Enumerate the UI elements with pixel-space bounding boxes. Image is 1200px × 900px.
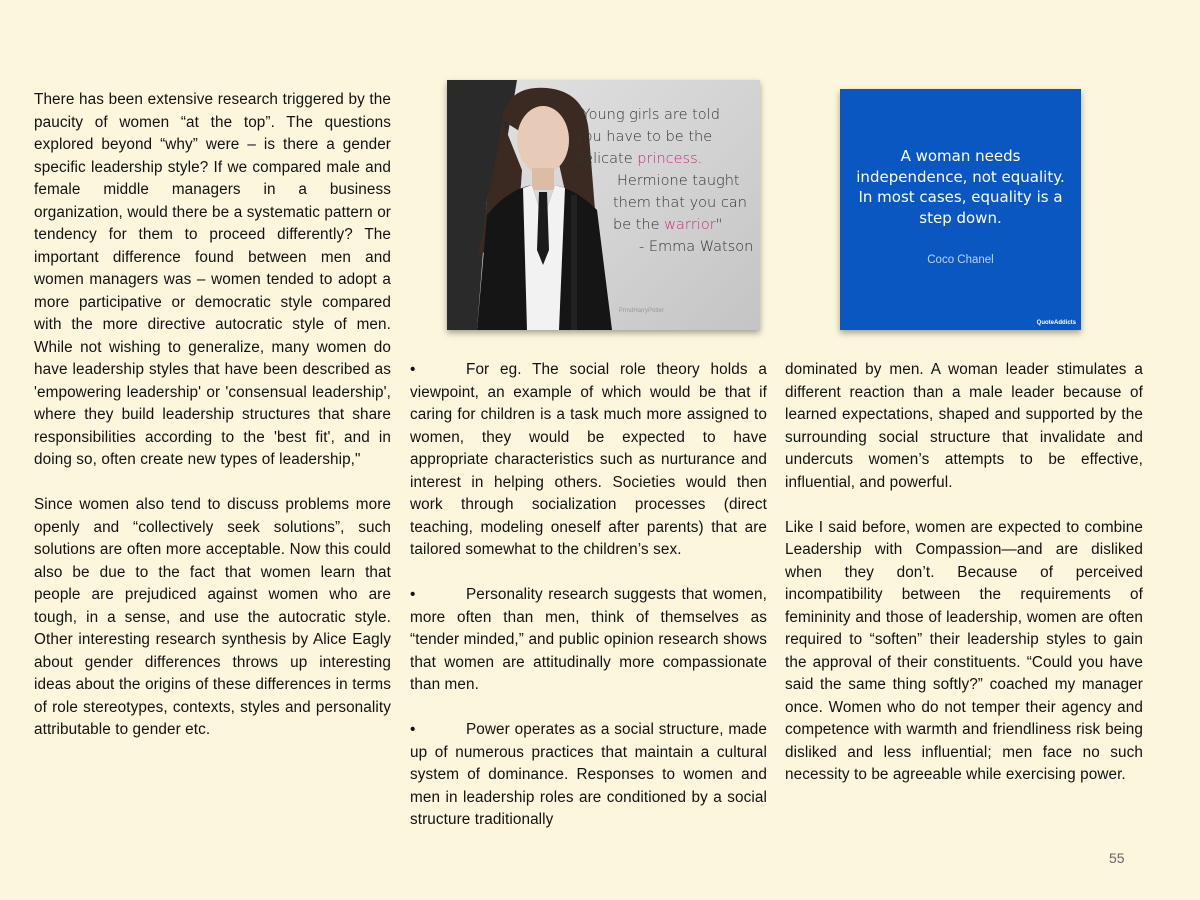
quote-line-part: " — [715, 217, 723, 233]
col1-paragraph-2: Since women also tend to discuss problems more openly and “collectively seek solutions”, such solutions are often more acceptable. Now this could also be due to the fact that women learn that people are prejudiced against women who are tough, in a sense, and use the autocratic style. Other interesting research synthesis by Alice Eagly about gender differences throws up interesting ideas about the origins of these differences in terms of role stereotypes, contexts, styles and personality attributable to gender etc. — [34, 496, 391, 738]
coco-chanel-quote-image — [840, 89, 1081, 330]
quote-line — [575, 148, 755, 170]
quote-line: "Young girls are told — [575, 107, 720, 123]
quote-attribution: - Emma Watson — [639, 239, 754, 255]
bullet-icon: • — [410, 361, 416, 378]
watermark: PrmdHarryPotter — [619, 308, 665, 314]
quote-line-part: be the — [613, 217, 665, 233]
bullet-text: Power operates as a social structure, made up of numerous practices that maintain a cultural system of dominance. Responses to women and men in leadership roles are conditioned by a social structure traditionally — [410, 721, 767, 828]
quote-highlight-word: warrior — [664, 217, 716, 233]
text-column-right — [785, 359, 1143, 787]
bullet-text: For eg. The social role theory holds a viewpoint, an example of which would be that if caring for children is a task much more assigned to women, they would be expected to have appropriate characteristics such as nurturance and interest in helping others. Societies would then work through socialization processes (direct teaching, modeling oneself after parents) that are tailored somewhat to the children’s sex. — [410, 361, 767, 558]
quote-line: you have to be the — [575, 129, 713, 145]
text-column-left — [34, 89, 391, 742]
quote-line-part: . — [697, 151, 703, 167]
quote-text: A woman needs independence, not equality. In most cases, equality is a step down. — [856, 147, 1065, 227]
bullet-item — [410, 719, 767, 832]
quote-attribution: Coco Chanel — [927, 254, 994, 266]
bullet-item — [410, 359, 767, 562]
col1-paragraph-1: There has been extensive research triggered by the paucity of women “at the top”. The questions explored beyond “why” were – is there a gender specific leadership style? If we compared male and female middle managers in a business organization, would there be a systematic pattern or tendency for them to proceed differently? The important difference found between men and women managers was – women tended to adopt a more participative or democratic style compared with the more directive autocratic style of men. While not wishing to generalize, many women do have leadership styles that have been described as 'empowering leadership' or 'consensual leadership', where they build leadership structures that share responsibilities according to the 'best fit', and in doing so, often create new types of leadership," — [34, 91, 391, 468]
bullet-item — [410, 584, 767, 697]
quote-line: Hermione taught — [617, 173, 740, 189]
quote-line-part: delicate — [575, 151, 638, 167]
emma-watson-quote-image — [447, 80, 760, 330]
bullet-text: Personality research suggests that women, more often than men, think of themselves as “tender minded,” and public opinion research shows that women are attitudinally more compassionate than men. — [410, 586, 767, 693]
page-number: 55 — [1109, 850, 1125, 866]
bullet-icon: • — [410, 586, 416, 603]
col3-paragraph-2: Like I said before, women are expected to combine Leadership with Compassion—and are disliked when they don’t. Because of perceived incompatibility between the requirements of femininity and those of leadership, women are often required to “soften” their leadership styles to gain the approval of their constituents. “Could you have said the same thing softly?” coached my manager once. Women who do not temper their agency and competence with warmth and friendliness risk being disliked and less influential; men face no such necessity to be agreeable while exercising power. — [785, 518, 1143, 783]
quote-line: them that you can — [613, 195, 747, 211]
quote-line — [575, 214, 755, 236]
bullet-icon: • — [410, 721, 416, 738]
quote-highlight-word: princess — [637, 151, 698, 167]
col3-paragraph-1: dominated by men. A woman leader stimulates a different reaction than a male leader because of learned expectations, shaped and supported by the surrounding social structure that invalidate and undercuts women’s attempts to be effective, influential, and powerful. — [785, 361, 1143, 491]
quote-text — [575, 104, 755, 258]
site-logo: QuoteAddicts — [1036, 320, 1076, 326]
text-column-middle — [410, 359, 767, 832]
